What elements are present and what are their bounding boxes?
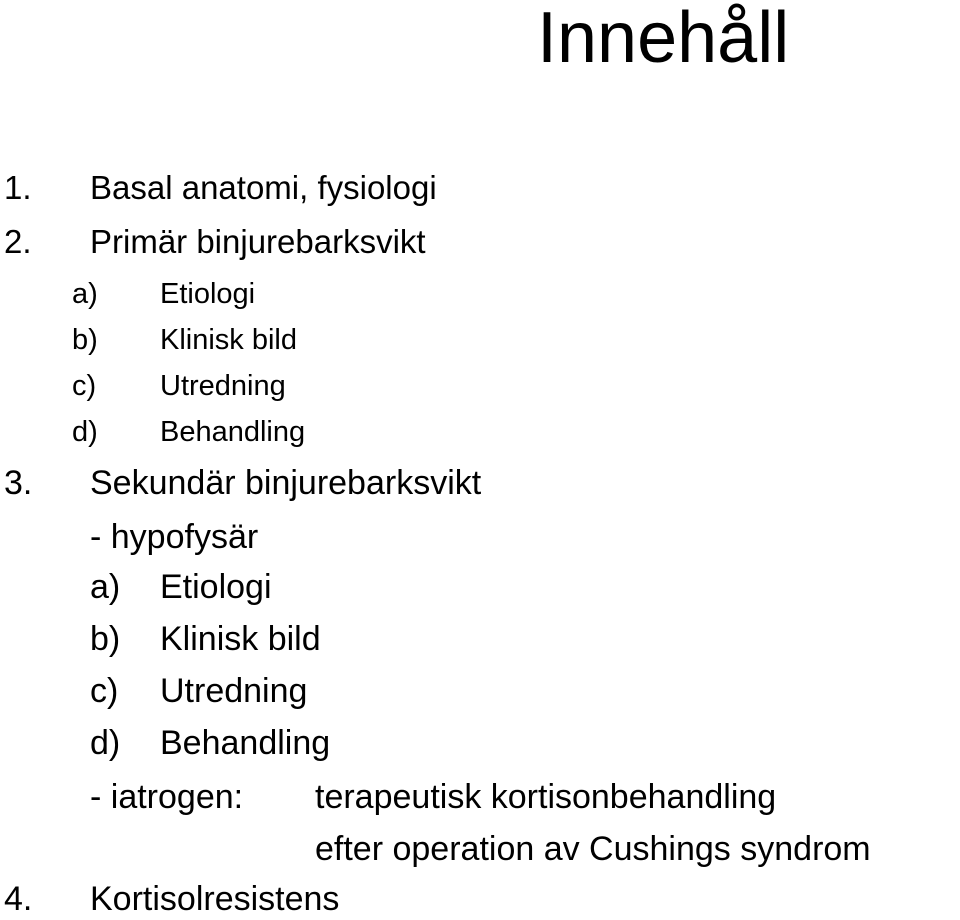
item-2-sub-c-label: Utredning	[160, 370, 286, 402]
item-3-sub-c-label: Utredning	[160, 672, 308, 710]
item-2-number: 2.	[4, 223, 32, 260]
item-3-sub-c-marker: c)	[90, 672, 119, 710]
item-3-iatrogen-label: - iatrogen:	[90, 778, 244, 816]
item-2-label: Primär binjurebarksvikt	[90, 223, 426, 260]
item-2-sub-d-marker: d)	[72, 416, 98, 448]
item-3-sub-a-marker: a)	[90, 568, 121, 606]
item-2-sub-a-marker: a)	[72, 278, 98, 310]
slide-title: Innehåll	[537, 0, 790, 78]
item-3-label: Sekundär binjurebarksvikt	[90, 464, 482, 502]
item-3-sub-b-label: Klinisk bild	[160, 620, 321, 658]
item-3-iatrogen-line-2: efter operation av Cushings syndrom	[315, 830, 871, 868]
item-3-sub-d-label: Behandling	[160, 724, 331, 762]
item-2-sub-b-label: Klinisk bild	[160, 324, 297, 356]
item-3-sub-d-marker: d)	[90, 724, 121, 762]
item-4-label: Kortisolresistens	[90, 880, 340, 918]
item-2-sub-c-marker: c)	[72, 370, 97, 402]
item-3-iatrogen-line-1: terapeutisk kortisonbehandling	[315, 778, 777, 816]
item-4-number: 4.	[4, 880, 33, 918]
item-3-sub-b-marker: b)	[90, 620, 121, 658]
item-3-number: 3.	[4, 464, 33, 502]
item-2-sub-d-label: Behandling	[160, 416, 306, 448]
item-2-sub-b-marker: b)	[72, 324, 98, 356]
item-1-number: 1.	[4, 169, 32, 206]
item-3-sub-a-label: Etiologi	[160, 568, 272, 606]
item-2-sub-a-label: Etiologi	[160, 278, 256, 310]
item-3-subheading: - hypofysär	[90, 518, 259, 556]
item-1-label: Basal anatomi, fysiologi	[90, 169, 437, 206]
